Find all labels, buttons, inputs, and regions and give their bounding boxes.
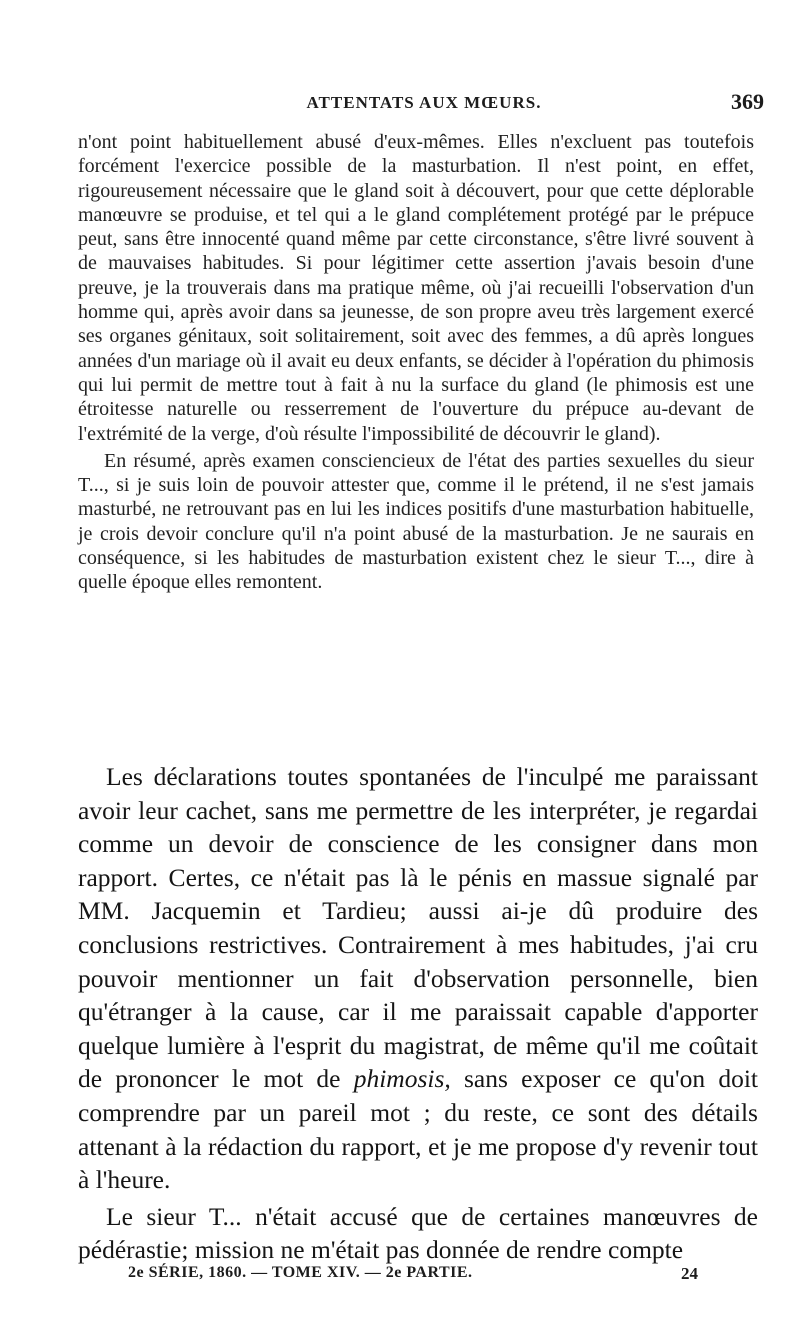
page-header [78,89,770,123]
declarations-text-a: Les déclarations toutes spontanées de l'inculpé me paraissant avoir leur cachet, sans me permettre de les interpréter, je regardai comme un devoir de conscience de les consigner dans mon rapport. Certes, ce n'était pas là le pénis en massue signalé par MM. Jacquemin et Tardieu; aussi ai-je dû produire des conclusions restrictives. Contrairement à mes habitudes, j'ai cru pouvoir mentionner un fait d'observation personnelle, bien qu'étranger à la cause, car il me paraissait capable d'apporter quelque lumière à l'esprit du magistrat, de même qu'il me coûtait de prononcer le mot de [78,762,758,1094]
paragraph-sieur-accuse: Le sieur T... n'était accusé que de certaines manœuvres de pédérastie; mission ne m'était pas donnée de rendre compte [78,1201,758,1265]
sheet-number: 24 [681,1264,698,1283]
running-title: ATTENTATS AUX MŒURS. [306,93,542,112]
large-print-section [78,760,758,1267]
page-footer [128,1264,698,1288]
signature-line: 2e SÉRIE, 1860. — TOME XIV. — 2e PARTIE. [128,1264,473,1281]
paragraph-declarations [78,760,758,1197]
paragraph-en-resume: En résumé, après examen consciencieux de l'état des parties sexuelles du sieur T..., si je suis loin de pouvoir attester que, comme il le prétend, il ne s'est jamais masturbé, ne retrouvant pas en lui les indices positifs d'une masturbation habituelle, je crois devoir conclure qu'il n'a point abusé de la masturbation. Je ne saurais en conséquence, si les habitudes de masturbation existent chez le sieur T..., dire à quelle époque elles remontent. [78,449,754,594]
small-print-section [78,130,754,595]
phimosis-italic: phimosis, [353,1064,451,1094]
declarations-text-b: sans exposer ce qu'on doit comprendre par un pareil mot ; du reste, ce sont des détails attenant à la rédaction du rapport, et je me propose d'y revenir tout à l'heure. [78,1064,758,1195]
page-number: 369 [731,89,764,114]
paragraph-masturbation-continued: n'ont point habituellement abusé d'eux-mêmes. Elles n'excluent pas toutefois forcément l'exercice possible de la masturbation. Il n'est point, en effet, rigoureusement nécessaire que le gland soit à découvert, pour que cette déplorable manœuvre se produise, et tel qui a le gland complétement protégé par le prépuce peut, sans être innocenté quand même par cette circonstance, s'être livré souvent à de mauvaises habitudes. Si pour légitimer cette assertion j'avais besoin d'une preuve, je la trouverais dans ma pratique même, où j'ai recueilli l'observation d'un homme qui, après avoir dans sa jeunesse, de son propre aveu très largement exercé ses organes génitaux, soit solitairement, soit avec des femmes, a dû après longues années d'un mariage où il avait eu deux enfants, se décider à l'opération du phimosis qui lui permit de mettre tout à fait à nu la surface du gland (le phimosis est une étroitesse naturelle ou resserrement de l'ouverture du prépuce au-devant de l'extrémité de la verge, d'où résulte l'impossibilité de découvrir le gland). [78,131,754,445]
